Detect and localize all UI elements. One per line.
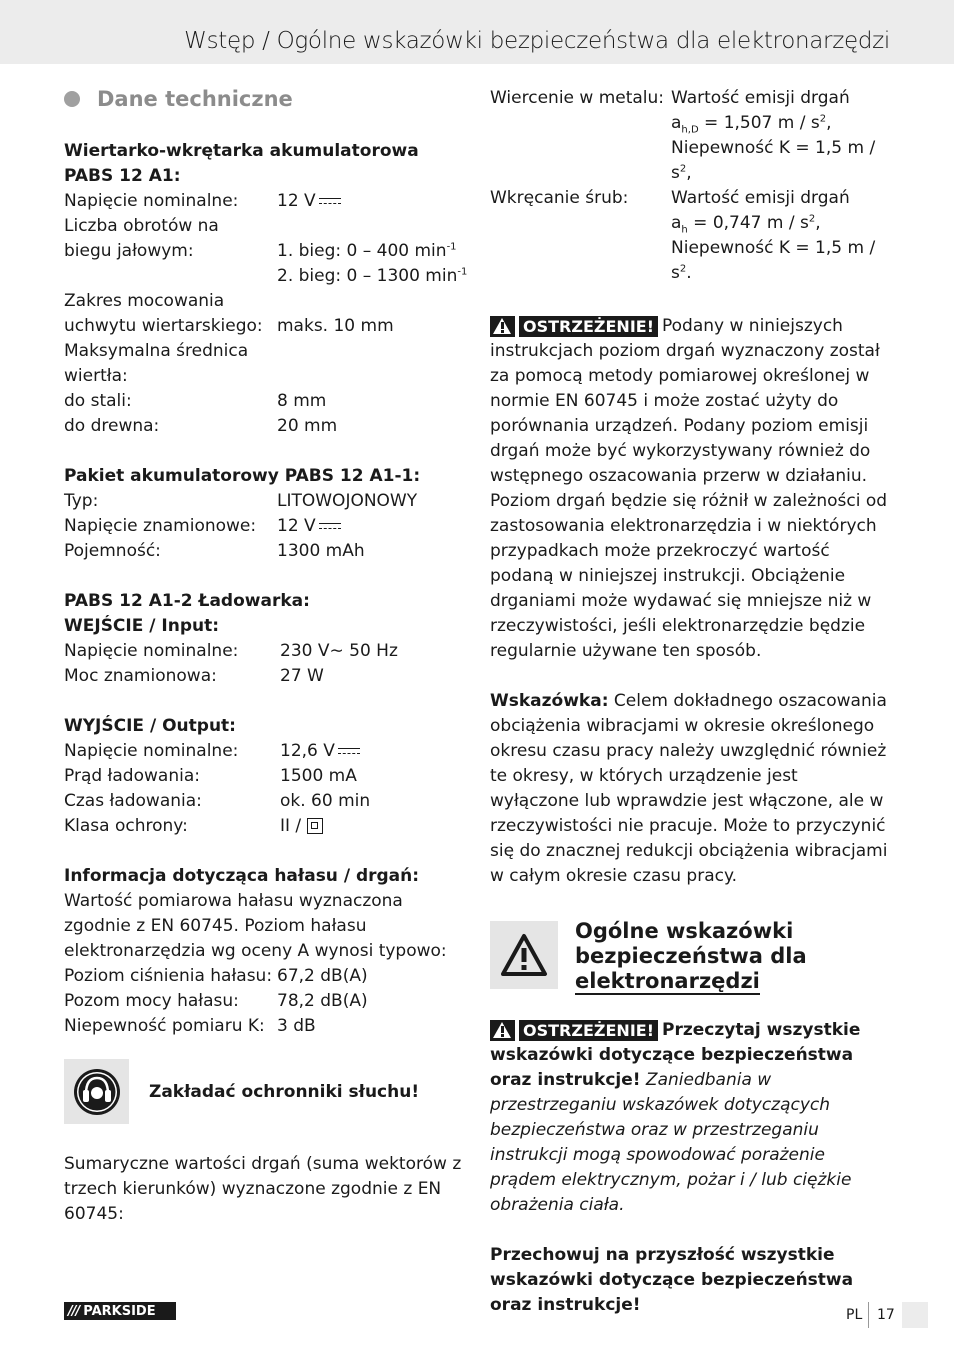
right-column xyxy=(490,86,890,1318)
warning-paragraph-3: OSTRZEŻENIE! Przeczytaj wszystkie wskazówki dotyczące bezpieczeństwa oraz instrukcje! Zaniedbania w przestrzeganiu wskazówek dotyczących bezpieczeństwa oraz w przestrzeganiu instrukcji mogą spowodować porażenie prądem elektrycznym, pożar i / lub ciężkie obrażenia ciała. xyxy=(490,1020,861,1215)
left-column xyxy=(64,84,468,1227)
parkside-logo: /// PARKSIDE xyxy=(64,1302,176,1320)
spec-row: Liczba obrotów na xyxy=(64,216,219,236)
ear-protection-icon xyxy=(64,1059,129,1124)
spec-row: do stali: 8 mm xyxy=(64,391,327,411)
spec-row: Klasa ochrony: II / xyxy=(64,814,464,839)
spec-row: Napięcie nominalne: 230 V∼ 50 Hz xyxy=(64,641,398,661)
vibration-row: $a_{h,D} = 1,507$ m / $s^2$, xyxy=(671,113,832,136)
page-number: 17 xyxy=(877,1307,895,1323)
noise-intro: Wartość pomiarowa hałasu wyznaczona zgodnie z EN 60745. Poziom hałasu elektronarzędzia wg oceny A wynosi typowo: xyxy=(64,891,447,961)
spec-row: Pozom mocy hałasu: 78,2 dB(A) xyxy=(64,991,368,1011)
warning-tag: OSTRZEŻENIE! xyxy=(490,1020,658,1041)
dc-current-icon xyxy=(319,196,341,206)
footer-tab xyxy=(902,1302,928,1328)
hint-paragraph: Wskazówka: Celem dokładnego oszacowania obciążenia wibracjami w okresie określonego okresu czasu pracy należy uwzględnić również te okresy, w których urządzenie jest wyłączone lub wprawdzie jest włączone, ale w rzeczywistości nie pracuje. Może to przyczynić się do znacznej redukcji obciążenia wibracjami w całym okresie czasu pracy. xyxy=(490,691,888,886)
vibration-row: Wiercenie w metalu: Wartość emisji drgań xyxy=(490,88,850,108)
spec-row: Pojemność: 1300 mAh xyxy=(64,541,365,561)
battery-heading: Pakiet akumulatorowy PABS 12 A1-1: xyxy=(64,466,421,486)
footer-divider xyxy=(868,1302,869,1328)
safety-section-heading xyxy=(490,919,890,994)
warning-triangle-icon xyxy=(490,1020,515,1041)
language-code: PL xyxy=(846,1307,863,1323)
ear-protection-notice xyxy=(64,1059,464,1124)
section-title: Dane techniczne xyxy=(97,87,293,111)
keep-instructions: Przechowuj na przyszłość wszystkie wskazówki dotyczące bezpieczeństwa oraz instrukcje! xyxy=(490,1245,854,1315)
spec-row: Zakres mocowania xyxy=(64,291,225,311)
spec-row: Maksymalna średnica xyxy=(64,341,249,361)
vibration-intro: Sumaryczne wartości drgań (suma wektorów z trzech kierunków) wyznaczone zgodnie z EN 60745: xyxy=(64,1154,462,1224)
spec-row: wiertła: xyxy=(64,366,128,386)
spec-row: Moc znamionowa: 27 W xyxy=(64,666,324,686)
warning-tag: OSTRZEŻENIE! xyxy=(490,316,658,337)
noise-heading: Informacja dotycząca hałasu / drgań: xyxy=(64,866,420,886)
spec-row: Poziom ciśnienia hałasu: 67,2 dB(A) xyxy=(64,966,368,986)
input-heading: WEJŚCIE / Input: xyxy=(64,616,220,636)
spec-row: Napięcie nominalne: 12 V xyxy=(64,189,464,214)
charger-heading: PABS 12 A1-2 Ładowarka: xyxy=(64,591,310,611)
spec-row: Napięcie nominalne: 12,6 V xyxy=(64,739,464,764)
spec-row: Napięcie znamionowe: 12 V xyxy=(64,514,464,539)
dc-current-icon xyxy=(319,521,341,531)
page-header xyxy=(0,0,954,64)
vibration-row: Niepewność K = 1,5 m / $s^2$. xyxy=(671,238,876,283)
section-heading xyxy=(64,84,464,114)
spec-row: biegu jałowym: 1. bieg: 0 – 400 $\min^{-1}$ xyxy=(64,241,457,261)
spec-row: do drewna: 20 mm xyxy=(64,416,338,436)
ear-protection-text: Zakładać ochronniki słuchu! xyxy=(149,1081,420,1102)
warning-paragraph-1: OSTRZEŻENIE! Podany w niniejszych instrukcjach poziom drgań wyznaczony został za pomocą metody pomiarowej określonej w normie EN 60745 i może zostać użyty do porównania urządzeń. Podany poziom emisji drgań może być wykorzystywany również do wstępnego oszacowania przerw w działaniu. xyxy=(490,316,880,486)
safety-title: Ogólne wskazówki bezpieczeństwa dla elektronarzędzi xyxy=(575,919,807,993)
drill-heading-2: PABS 12 A1: xyxy=(64,166,181,186)
output-heading: WYJŚCIE / Output: xyxy=(64,716,236,736)
spec-row: Niepewność pomiaru K: 3 dB xyxy=(64,1016,316,1036)
vibration-row: Niepewność K = 1,5 m / $s^2$, xyxy=(671,138,876,183)
drill-heading-1: Wiertarko-wkrętarka akumulatorowa xyxy=(64,141,419,161)
vibration-row: Wkręcanie śrub: Wartość emisji drgań xyxy=(490,188,850,208)
protection-class-icon xyxy=(307,818,323,834)
dc-current-icon xyxy=(338,746,360,756)
warning-paragraph-2: Poziom drgań będzie się różnił w zależności od zastosowania elektronarzędzia i w niektórych przypadkach może przekroczyć wartość podaną w niniejszej instrukcji. Obciążenie drganiami może wydawać się mniejsze niż w rzeczywistości, jeśli elektronarzędzie będzie regularnie używane ten sposób. xyxy=(490,491,888,661)
spec-row: 2. bieg: 0 – 1300 $\min^{-1}$ xyxy=(277,266,468,286)
bullet-icon xyxy=(64,91,80,107)
page-title: Wstęp / Ogólne wskazówki bezpieczeństwa dla elektronarzędzi xyxy=(184,28,890,54)
spec-row: Czas ładowania: ok. 60 min xyxy=(64,791,371,811)
warning-triangle-icon xyxy=(490,921,558,989)
spec-row: Prąd ładowania: 1500 mA xyxy=(64,766,357,786)
warning-triangle-icon xyxy=(490,316,515,337)
vibration-row: $a_h = 0,747$ m / $s^2$, xyxy=(671,213,821,236)
spec-row: uchwytu wiertarskiego: maks. 10 mm xyxy=(64,316,394,336)
spec-row: Typ: LITOWOJONOWY xyxy=(64,491,418,511)
